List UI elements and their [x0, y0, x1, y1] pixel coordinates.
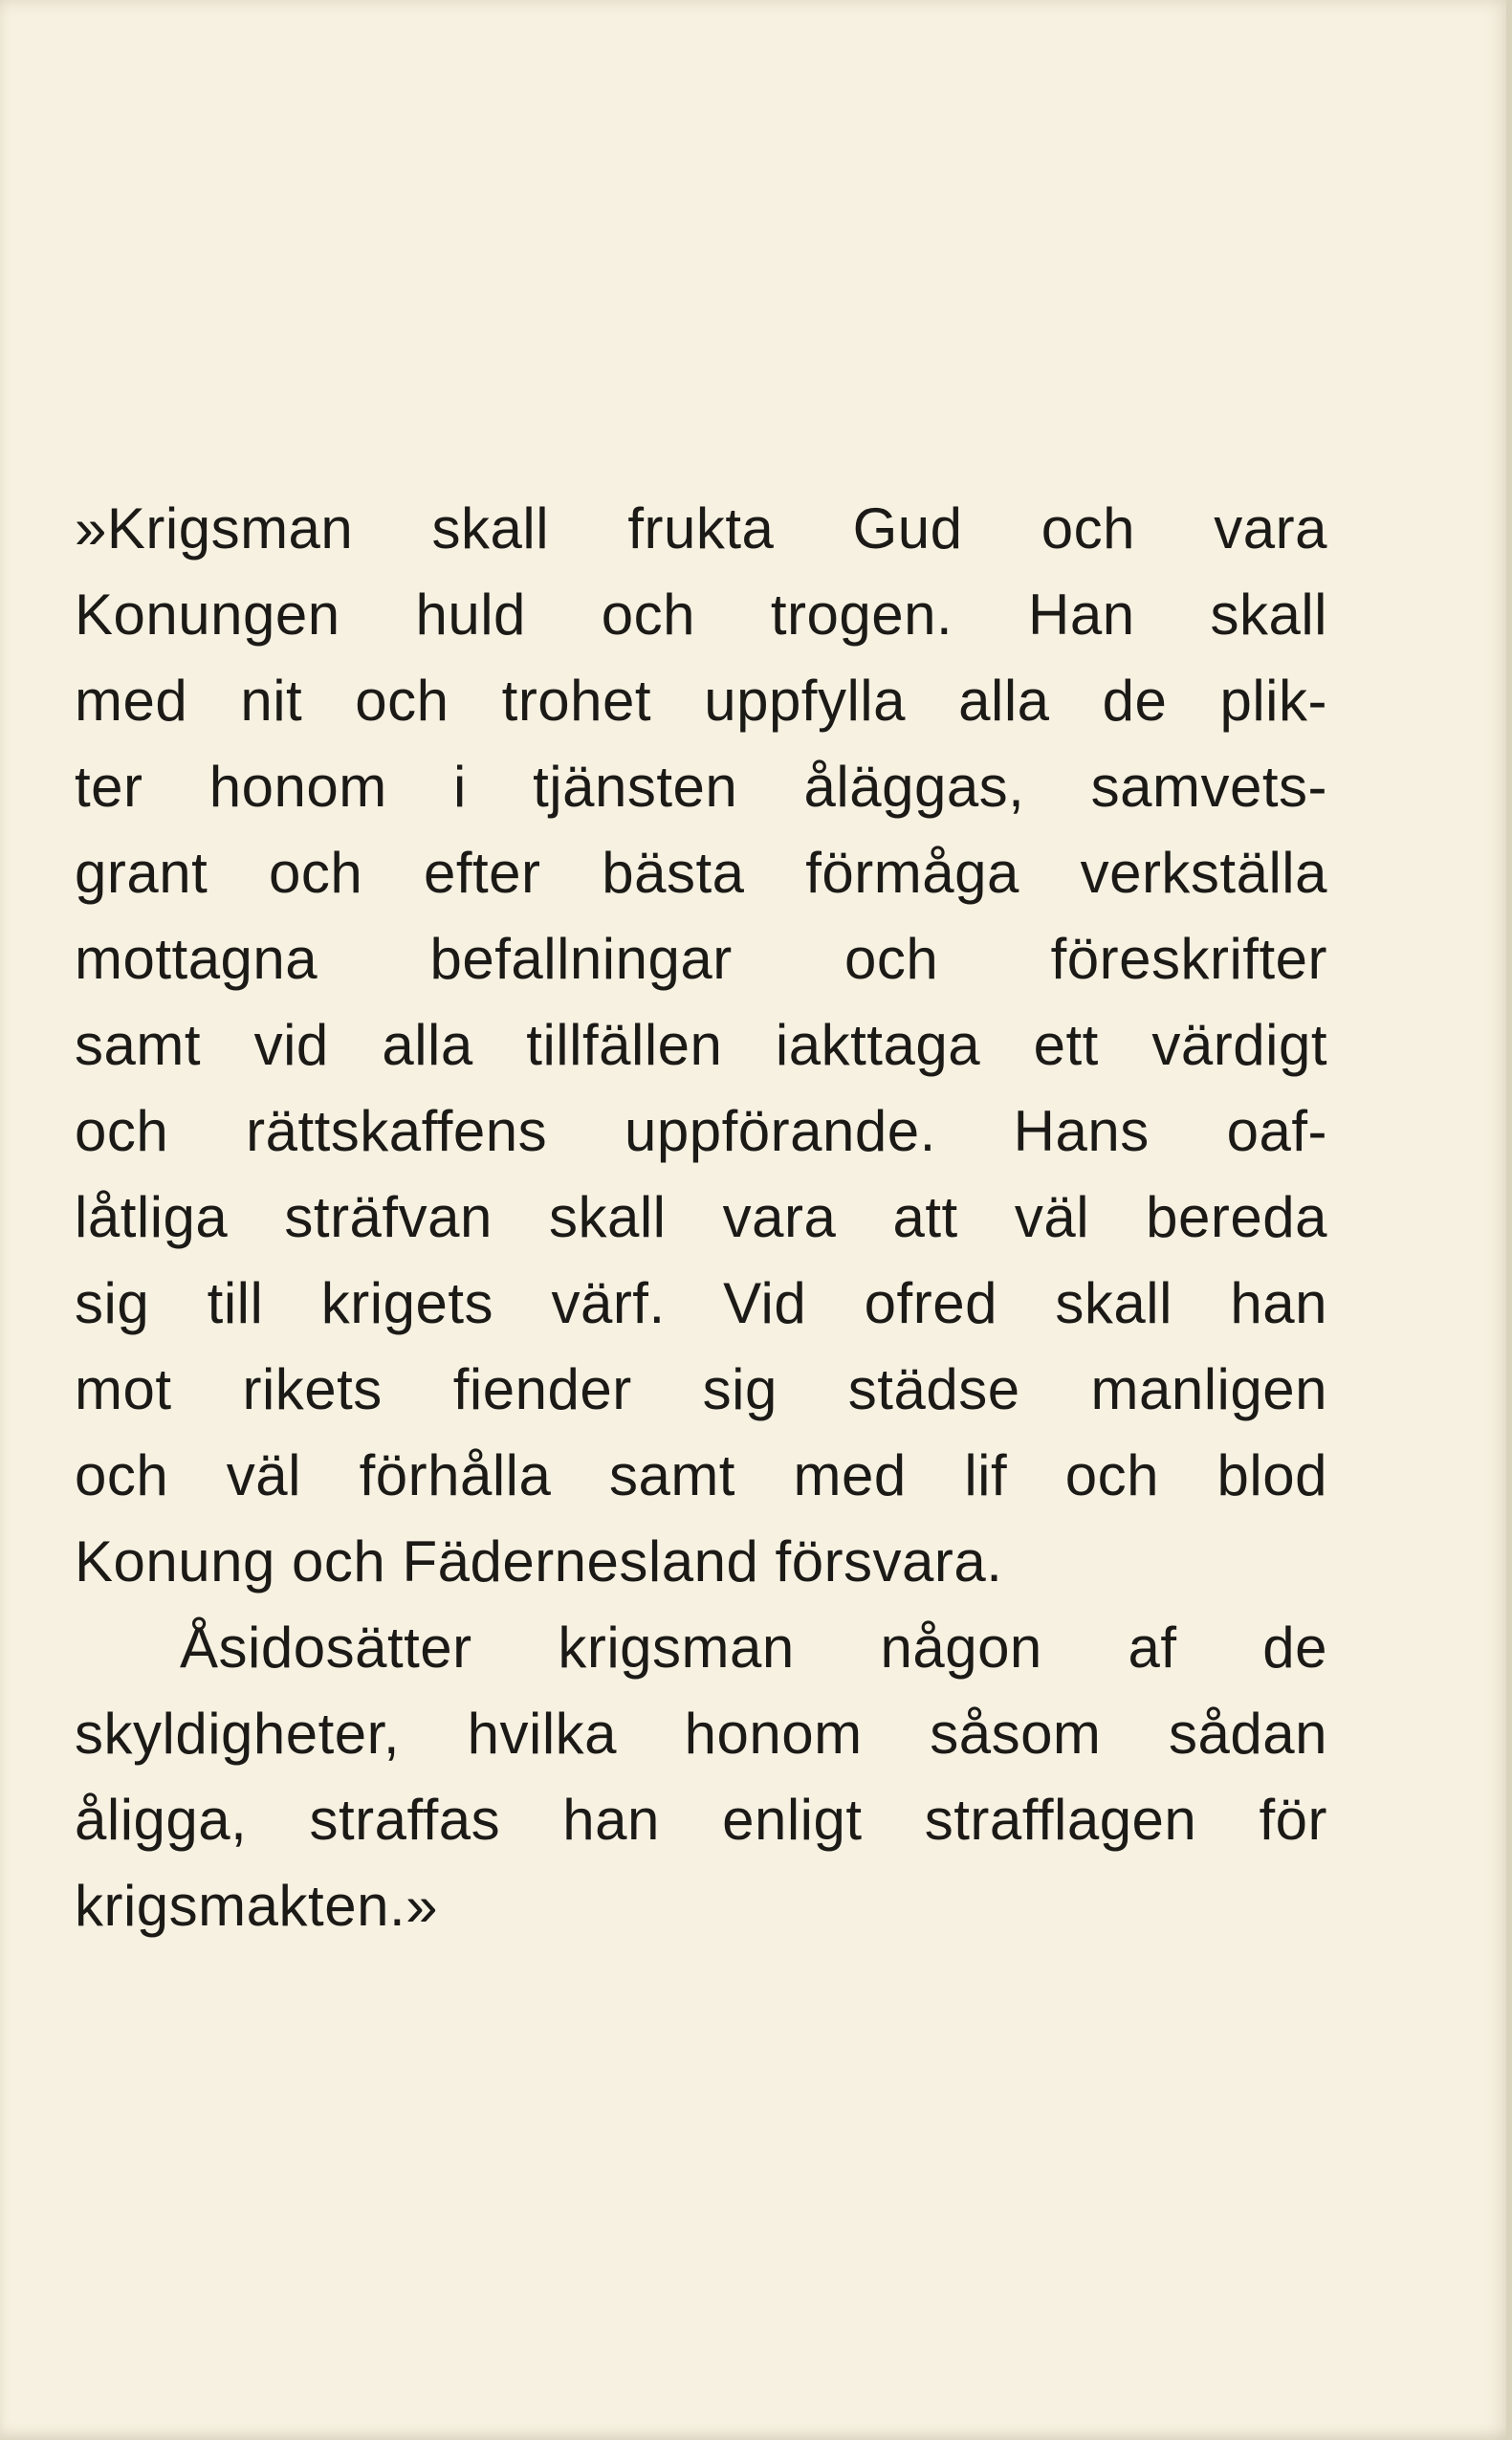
text-line: mot rikets fiender sig städse manligen [75, 1357, 1327, 1421]
text-line: Åsidosätter krigsman någon af de [180, 1616, 1327, 1680]
text-line: och rättskaffens uppförande. Hans oaf- [75, 1099, 1327, 1163]
text-line: Konungen huld och trogen. Han skall [75, 583, 1327, 647]
text-line: samt vid alla tillfällen iakttaga ett värdigt [75, 1013, 1327, 1077]
text-line: »Krigsman skall frukta Gud och vara [75, 496, 1327, 561]
text-line: grant och efter bästa förmåga verkställa [75, 841, 1327, 905]
text-line: åligga, straffas han enligt strafflagen för [75, 1788, 1327, 1852]
page-edge [1506, 0, 1512, 2440]
text-line: låtliga sträfvan skall vara att väl bereda [75, 1185, 1327, 1249]
text-line: ter honom i tjänsten åläggas, samvets- [75, 755, 1327, 819]
text-line: mottagna befallningar och föreskrifter [75, 927, 1327, 991]
text-line: och väl förhålla samt med lif och blod [75, 1443, 1327, 1507]
text-line: skyldigheter, hvilka honom såsom sådan [75, 1702, 1327, 1766]
text-line: krigsmakten.» [75, 1874, 438, 1938]
text-line: med nit och trohet uppfylla alla de plik- [75, 669, 1327, 733]
text-line: Konung och Fädernesland försvara. [75, 1529, 1003, 1594]
text-line: sig till krigets värf. Vid ofred skall han [75, 1271, 1327, 1335]
body-text [75, 486, 1327, 1949]
